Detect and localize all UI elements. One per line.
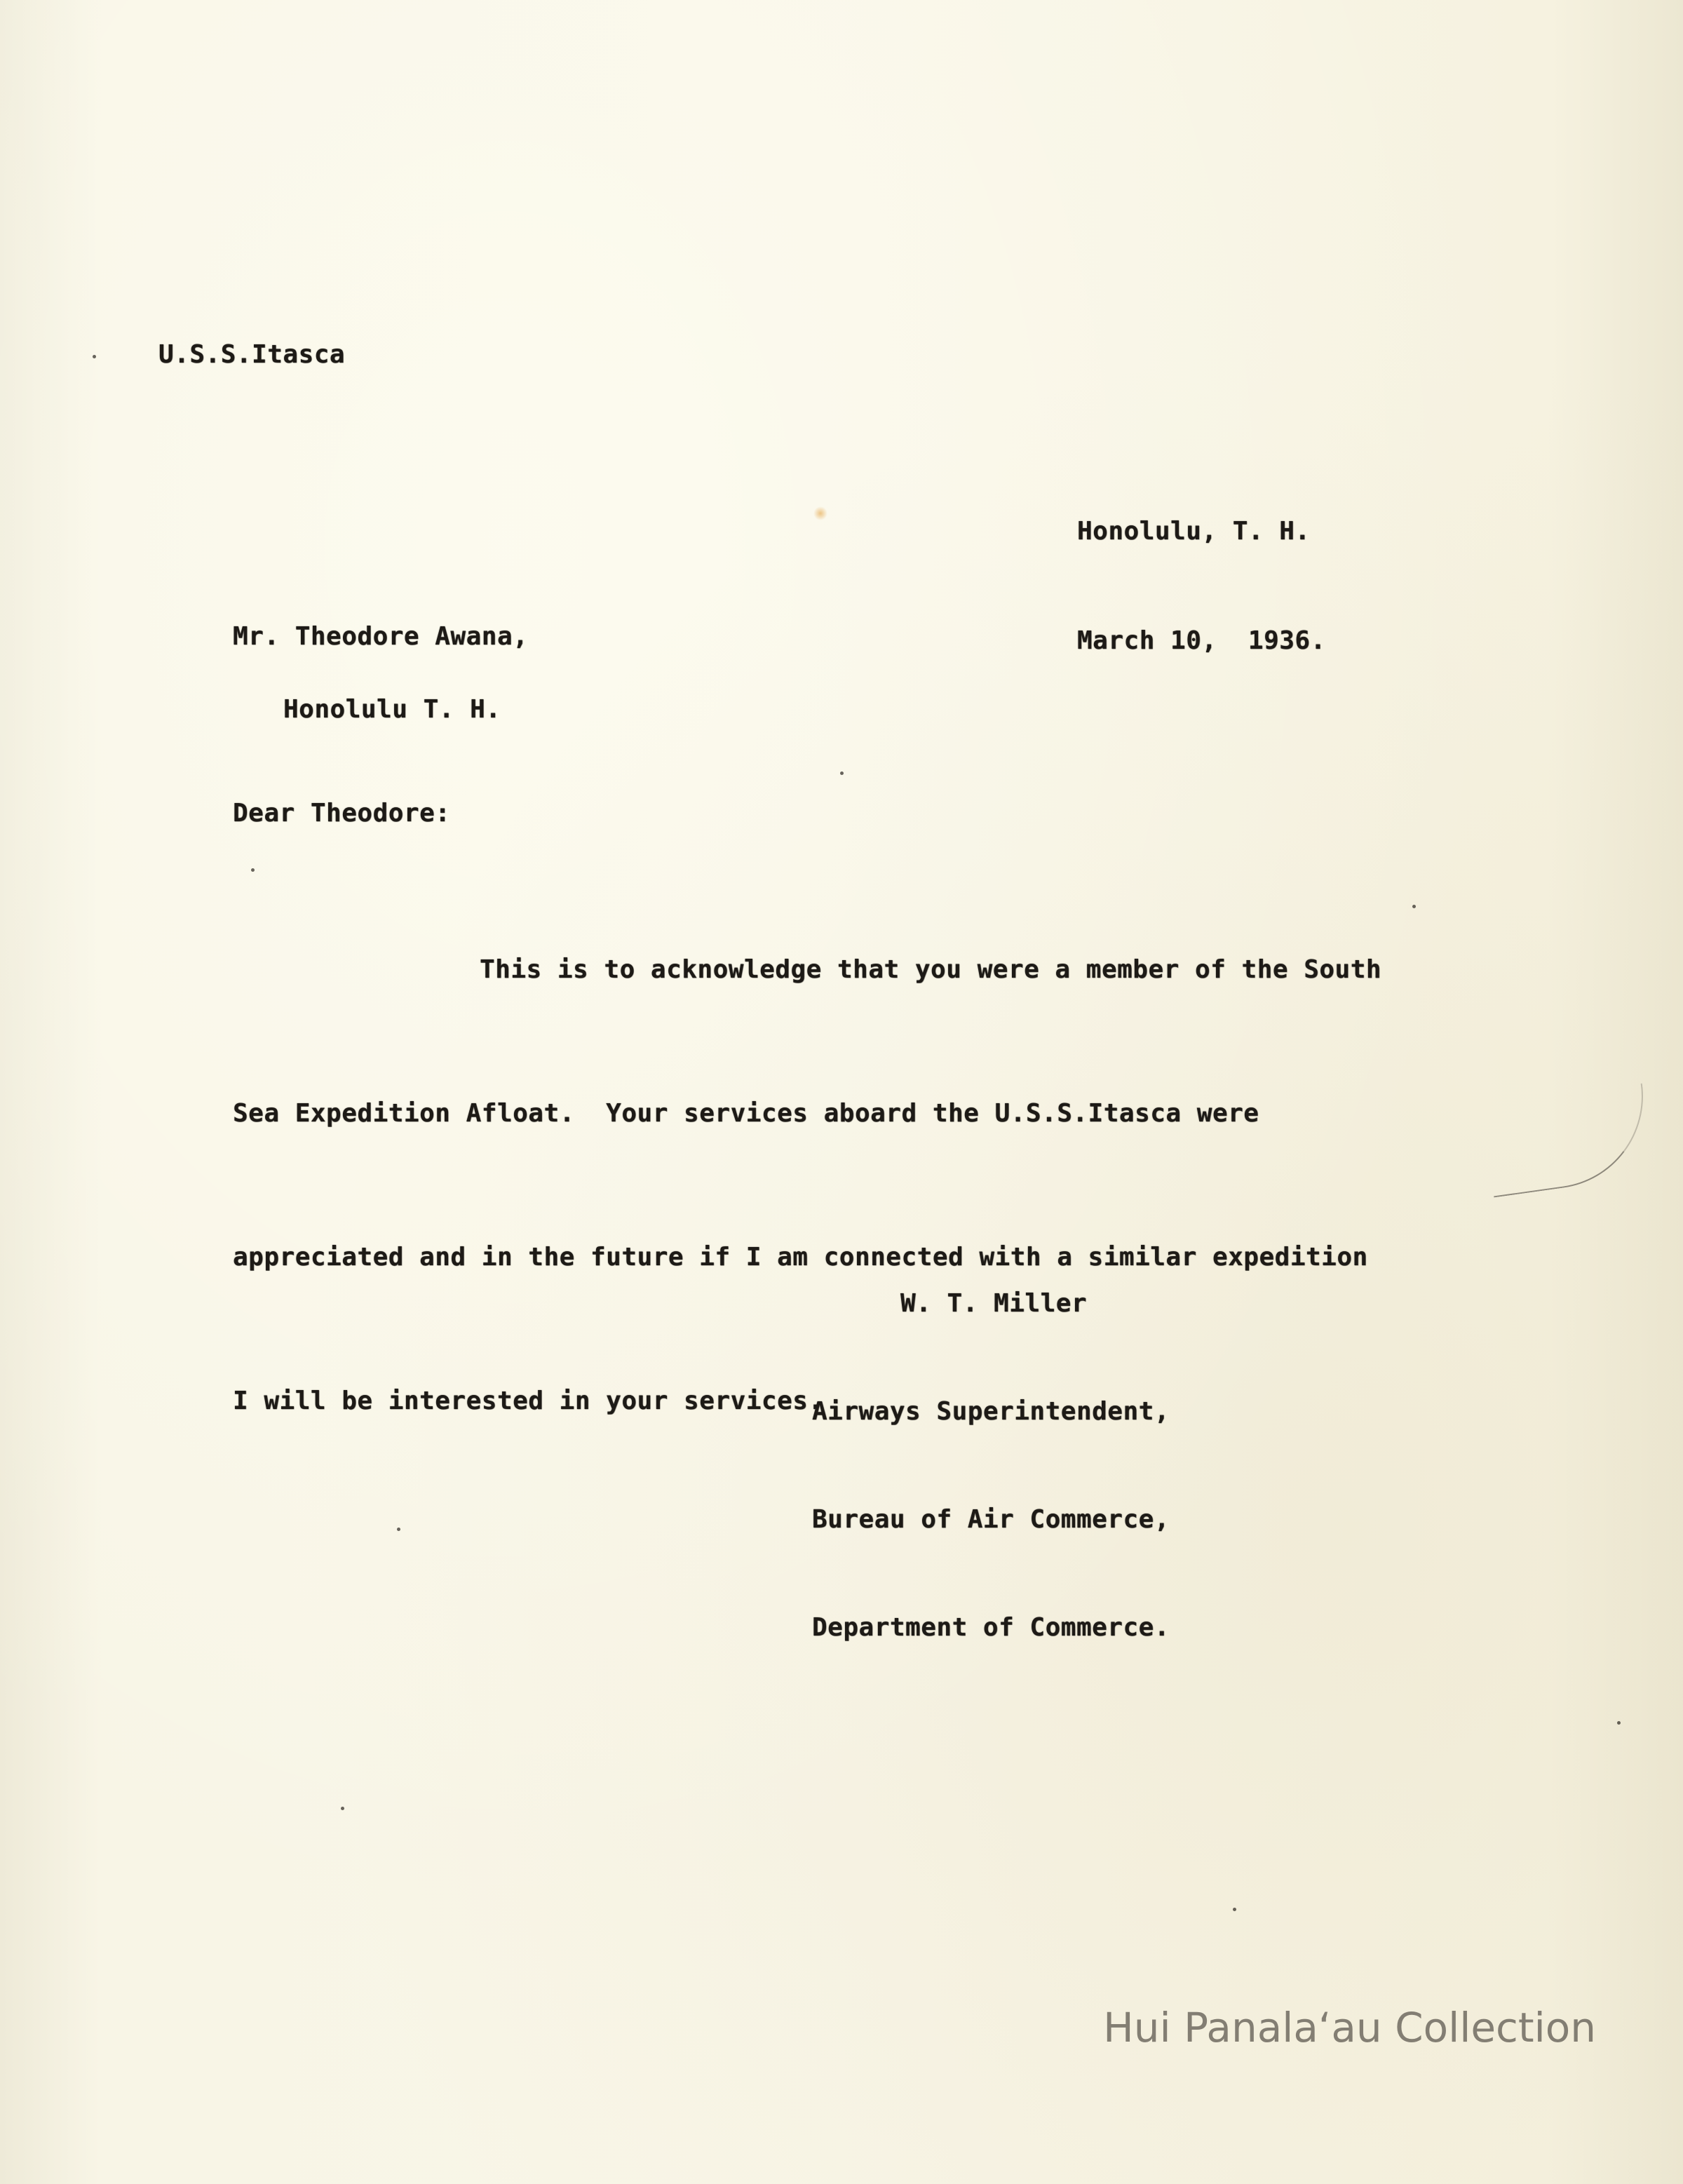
signature-block [812, 1213, 1170, 1718]
paper-speck [1617, 1721, 1621, 1725]
addressee-city: Honolulu T. H. [283, 695, 501, 724]
place-date-block [1077, 440, 1326, 732]
ship-heading: U.S.S.Itasca [158, 340, 346, 369]
body-line: appreciated and in the future if I am connected with a similar expedition [233, 1243, 1368, 1272]
signer-bureau: Bureau of Air Commerce, [812, 1505, 1170, 1534]
paper-speck [341, 1807, 344, 1810]
collection-watermark: Hui Panala‘au Collection [1103, 2004, 1596, 2051]
letter-date: March 10, 1936. [1077, 626, 1326, 655]
paper-speck [93, 355, 96, 358]
paper-speck [1233, 1908, 1236, 1911]
signer-department: Department of Commerce. [812, 1613, 1170, 1642]
signer-name: W. T. Miller [900, 1289, 1088, 1318]
body-line: Sea Expedition Afloat. Your services aboard the U.S.S.Itasca were [233, 1099, 1259, 1128]
body-line: This is to acknowledge that you were a member of the South [480, 955, 1382, 984]
paper-stain [813, 506, 827, 520]
paper-crease [1481, 1083, 1655, 1197]
signer-title: Airways Superintendent, [812, 1397, 1170, 1426]
body-line: I will be interested in your services. [233, 1387, 824, 1415]
addressee-name: Mr. Theodore Awana, [233, 622, 529, 651]
paper-speck [840, 771, 844, 775]
salutation: Dear Theodore: [233, 799, 451, 828]
letter-body [233, 861, 1381, 1509]
paper-speck [1412, 905, 1416, 908]
letter-place: Honolulu, T. H. [1077, 517, 1311, 546]
paper-speck [397, 1528, 400, 1531]
